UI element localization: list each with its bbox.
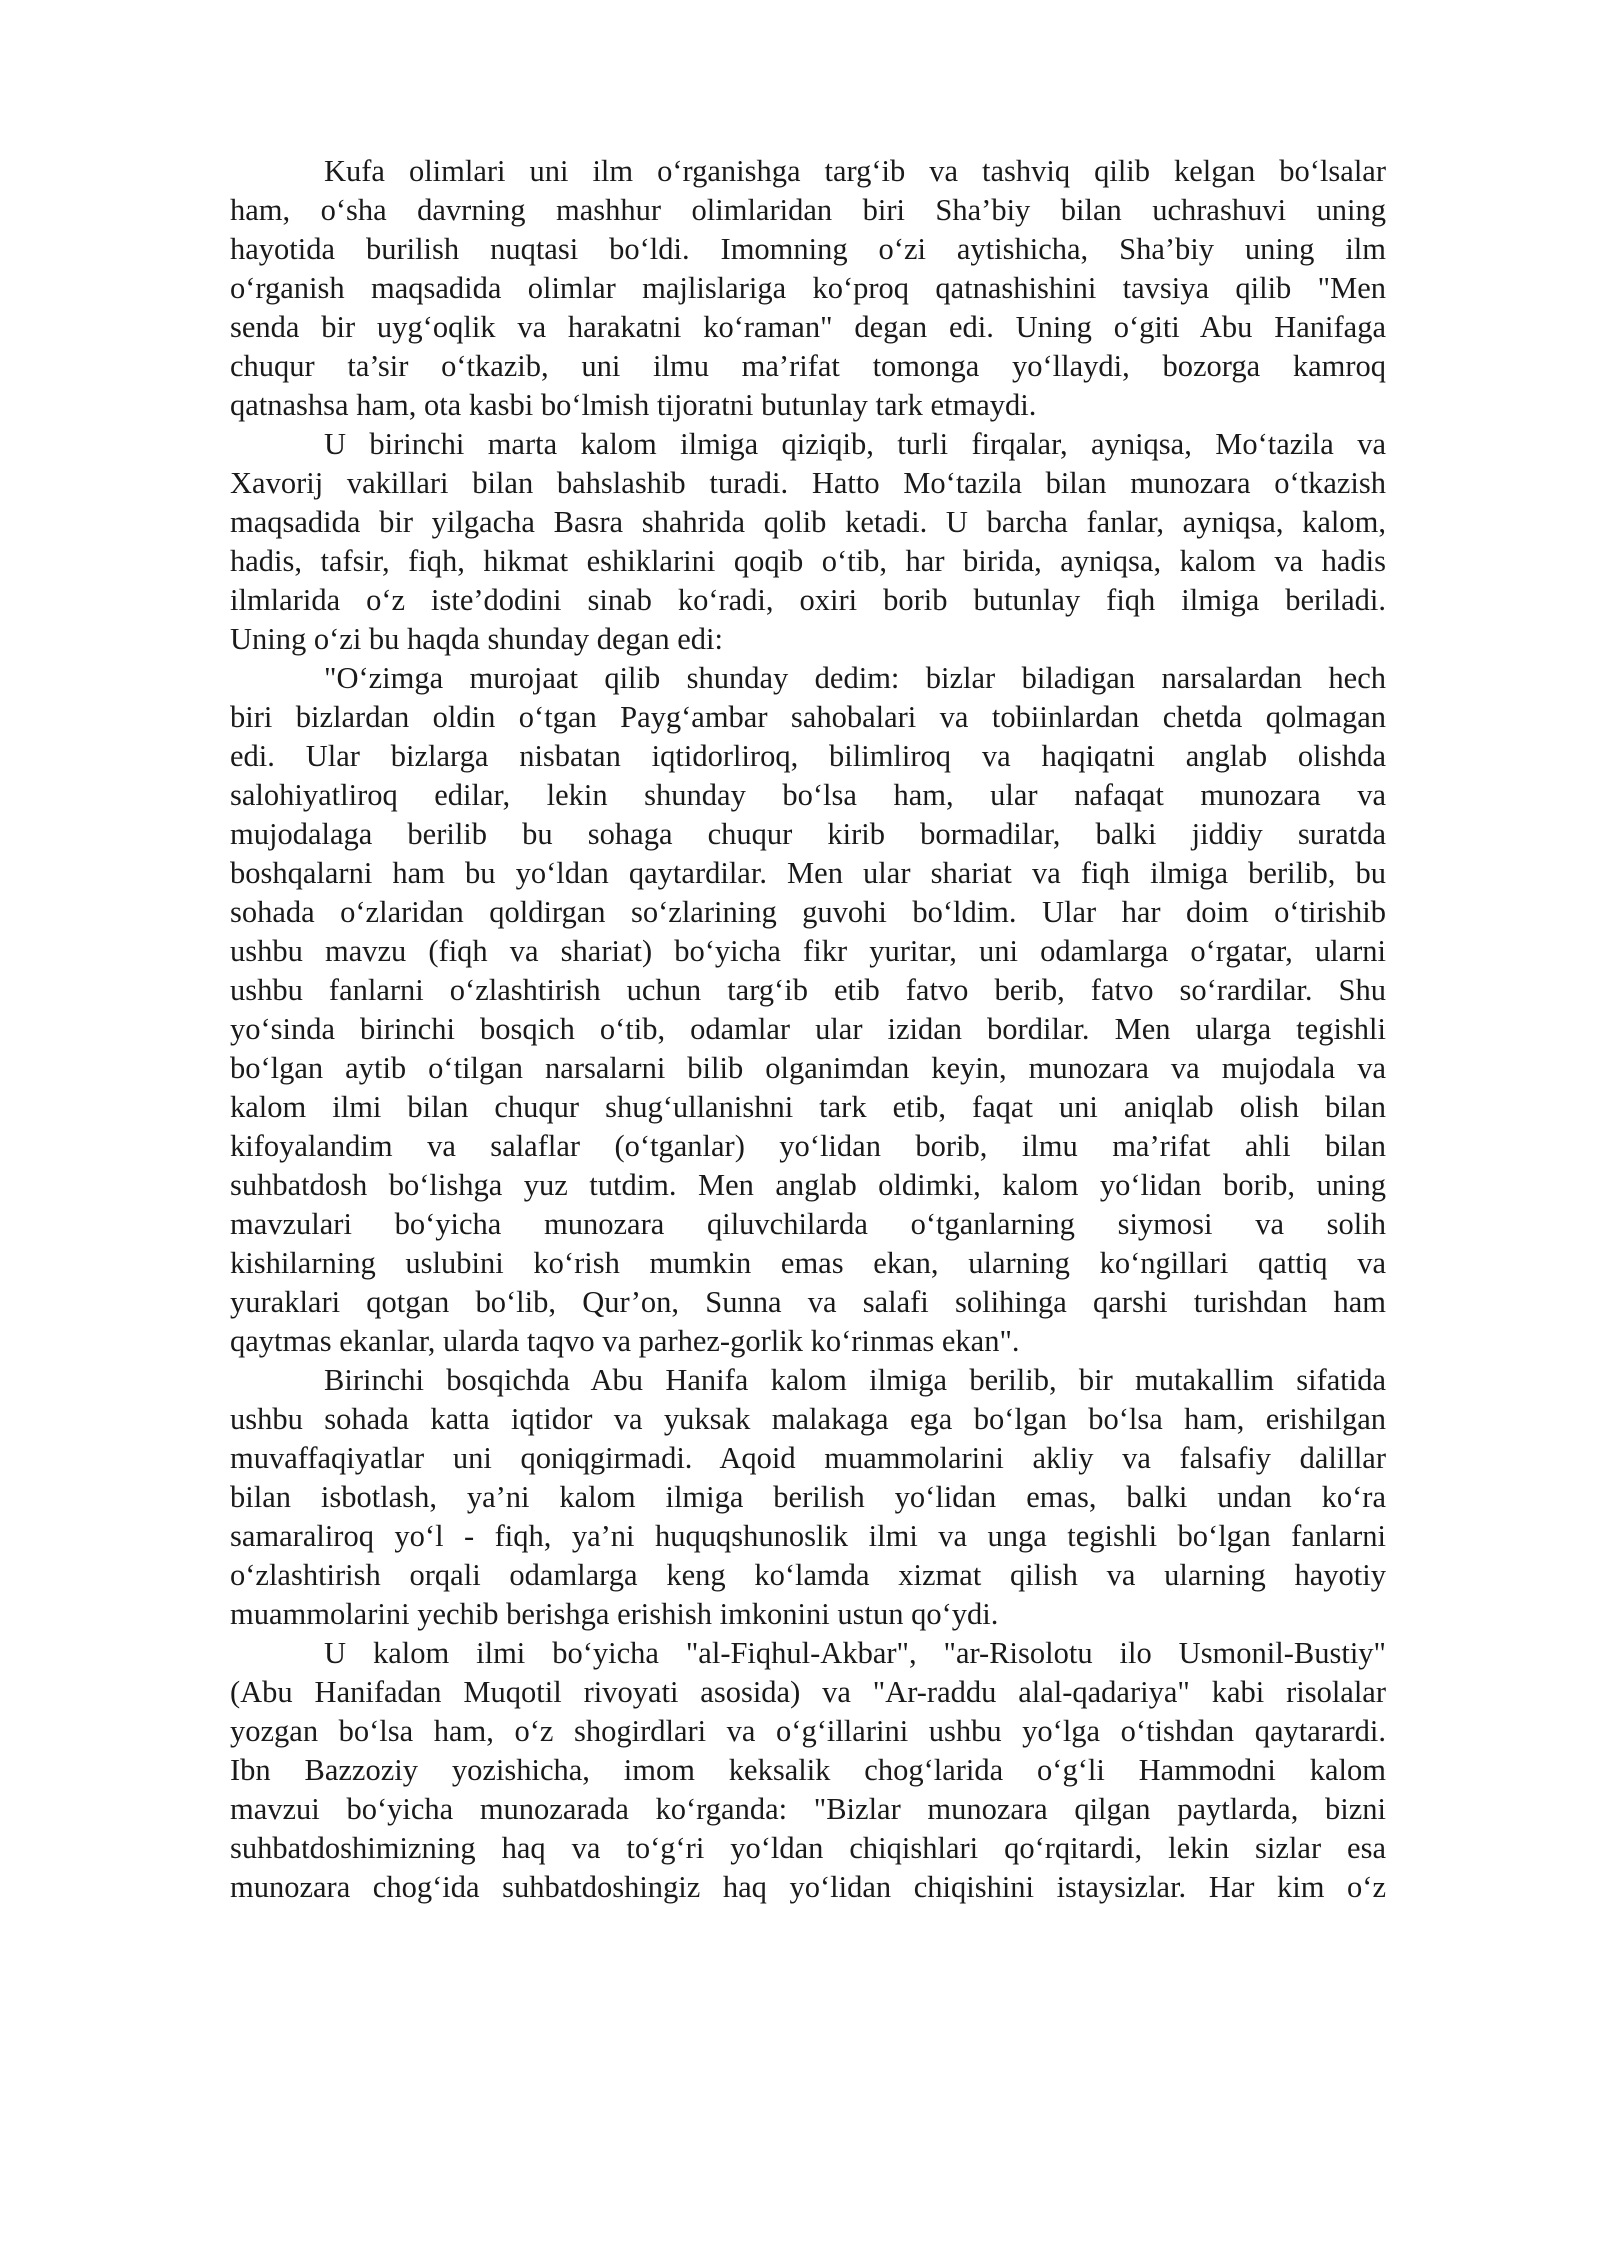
text-line: Ibn Bazzoziy yozishicha, imom keksalik chog‘larida o‘g‘li Hammodni kalom xyxy=(230,1753,1386,1787)
paragraph-1 xyxy=(230,152,1386,425)
text-line: edi. Ular bizlarga nisbatan iqtidorliroq, bilimliroq va haqiqatni anglab olishda xyxy=(230,739,1386,773)
text-line: yuraklari qotgan bo‘lib, Qur’on, Sunna va salafi solihinga qarshi turishdan ham xyxy=(230,1285,1386,1319)
paragraph-2 xyxy=(230,425,1386,659)
text-line: chuqur ta’sir o‘tkazib, uni ilmu ma’rifat tomonga yo‘llaydi, bozorga kamroq xyxy=(230,349,1386,383)
text-line: mavzui bo‘yicha munozarada ko‘rganda: "Bizlar munozara qilgan paytlarda, bizni xyxy=(230,1792,1386,1826)
text-line: qaytmas ekanlar, ularda taqvo va parhez-gorlik ko‘rinmas ekan". xyxy=(230,1324,1020,1358)
text-line: suhbatdosh bo‘lishga yuz tutdim. Men anglab oldimki, kalom yo‘lidan borib, uning xyxy=(230,1168,1386,1202)
text-line: U birinchi marta kalom ilmiga qiziqib, turli firqalar, ayniqsa, Mo‘tazila va xyxy=(324,427,1386,461)
text-line: yo‘sinda birinchi bosqich o‘tib, odamlar ular izidan bordilar. Men ularga tegishli xyxy=(230,1012,1386,1046)
text-line: ham, o‘sha davrning mashhur olimlaridan biri Sha’biy bilan uchrashuvi uning xyxy=(230,193,1386,227)
paragraph-3-quote xyxy=(230,659,1386,1361)
text-line: samaraliroq yo‘l - fiqh, ya’ni huquqshunoslik ilmi va unga tegishli bo‘lgan fanlarni xyxy=(230,1519,1386,1553)
text-line: ushbu fanlarni o‘zlashtirish uchun targ‘ib etib fatvo berib, fatvo so‘rardilar. Shu xyxy=(230,973,1386,1007)
text-line: muammolarini yechib berishga erishish imkonini ustun qo‘ydi. xyxy=(230,1597,999,1631)
text-line: o‘rganish maqsadida olimlar majlislariga ko‘proq qatnashishini tavsiya qilib "Men xyxy=(230,271,1386,305)
text-line: qatnashsa ham, ota kasbi bo‘lmish tijoratni butunlay tark etmaydi. xyxy=(230,388,1037,422)
paragraph-5 xyxy=(230,1634,1386,1907)
text-line: hayotida burilish nuqtasi bo‘ldi. Imomning o‘zi aytishicha, Sha’biy uning ilm xyxy=(230,232,1386,266)
text-line: mujodalaga berilib bu sohaga chuqur kirib bormadilar, balki jiddiy suratda xyxy=(230,817,1386,851)
text-line: suhbatdoshimizning haq va to‘g‘ri yo‘ldan chiqishlari qo‘rqitardi, lekin sizlar esa xyxy=(230,1831,1386,1865)
text-line: Kufa olimlari uni ilm o‘rganishga targ‘ib va tashviq qilib kelgan bo‘lsalar xyxy=(324,154,1386,188)
text-line: (Abu Hanifadan Muqotil rivoyati asosida) va "Ar-raddu alal-qadariya" kabi risolalar xyxy=(230,1675,1386,1709)
text-line: kalom ilmi bilan chuqur shug‘ullanishni tark etib, faqat uni aniqlab olish bilan xyxy=(230,1090,1386,1124)
text-line: Uning o‘zi bu haqda shunday degan edi: xyxy=(230,622,723,656)
text-line: "O‘zimga murojaat qilib shunday dedim: bizlar biladigan narsalardan hech xyxy=(324,661,1386,695)
text-line: maqsadida bir yilgacha Basra shahrida qolib ketadi. U barcha fanlar, ayniqsa, kalom, xyxy=(230,505,1386,539)
text-line: ushbu sohada katta iqtidor va yuksak malakaga ega bo‘lgan bo‘lsa ham, erishilgan xyxy=(230,1402,1386,1436)
text-line: o‘zlashtirish orqali odamlarga keng ko‘lamda xizmat qilish va ularning hayotiy xyxy=(230,1558,1386,1592)
text-line: boshqalarni ham bu yo‘ldan qaytardilar. Men ular shariat va fiqh ilmiga berilib, bu xyxy=(230,856,1386,890)
text-line: bo‘lgan aytib o‘tilgan narsalarni bilib olganimdan keyin, munozara va mujodala va xyxy=(230,1051,1386,1085)
text-line: kishilarning uslubini ko‘rish mumkin emas ekan, ularning ko‘ngillari qattiq va xyxy=(230,1246,1386,1280)
text-line: kifoyalandim va salaflar (o‘tganlar) yo‘lidan borib, ilmu ma’rifat ahli bilan xyxy=(230,1129,1386,1163)
text-line: U kalom ilmi bo‘yicha "al-Fiqhul-Akbar", "ar-Risolotu ilo Usmonil-Bustiy" xyxy=(324,1636,1386,1670)
text-line: salohiyatliroq edilar, lekin shunday bo‘lsa ham, ular nafaqat munozara va xyxy=(230,778,1386,812)
document-page xyxy=(230,152,1386,1907)
text-line: yozgan bo‘lsa ham, o‘z shogirdlari va o‘g‘illarini ushbu yo‘lga o‘tishdan qaytarardi. xyxy=(230,1714,1386,1748)
text-line: sohada o‘zlaridan qoldirgan so‘zlarining guvohi bo‘ldim. Ular har doim o‘tirishib xyxy=(230,895,1386,929)
text-line: ilmlarida o‘z iste’dodini sinab ko‘radi, oxiri borib butunlay fiqh ilmiga beriladi. xyxy=(230,583,1386,617)
text-line: ushbu mavzu (fiqh va shariat) bo‘yicha fikr yuritar, uni odamlarga o‘rgatar, ularni xyxy=(230,934,1386,968)
text-line: Birinchi bosqichda Abu Hanifa kalom ilmiga berilib, bir mutakallim sifatida xyxy=(324,1363,1386,1397)
text-line: hadis, tafsir, fiqh, hikmat eshiklarini qoqib o‘tib, har birida, ayniqsa, kalom va hadis xyxy=(230,544,1386,578)
text-line: senda bir uyg‘oqlik va harakatni ko‘raman" degan edi. Uning o‘giti Abu Hanifaga xyxy=(230,310,1386,344)
paragraph-4 xyxy=(230,1361,1386,1634)
text-line: munozara chog‘ida suhbatdoshingiz haq yo‘lidan chiqishini istaysizlar. Har kim o‘z xyxy=(230,1870,1386,1904)
text-line: mavzulari bo‘yicha munozara qiluvchilarda o‘tganlarning siymosi va solih xyxy=(230,1207,1386,1241)
text-line: Xavorij vakillari bilan bahslashib turadi. Hatto Mo‘tazila bilan munozara o‘tkazish xyxy=(230,466,1386,500)
text-line: bilan isbotlash, ya’ni kalom ilmiga berilish yo‘lidan emas, balki undan ko‘ra xyxy=(230,1480,1386,1514)
text-line: biri bizlardan oldin o‘tgan Payg‘ambar sahobalari va tobiinlardan chetda qolmagan xyxy=(230,700,1386,734)
text-line: muvaffaqiyatlar uni qoniqgirmadi. Aqoid muammolarini akliy va falsafiy dalillar xyxy=(230,1441,1386,1475)
